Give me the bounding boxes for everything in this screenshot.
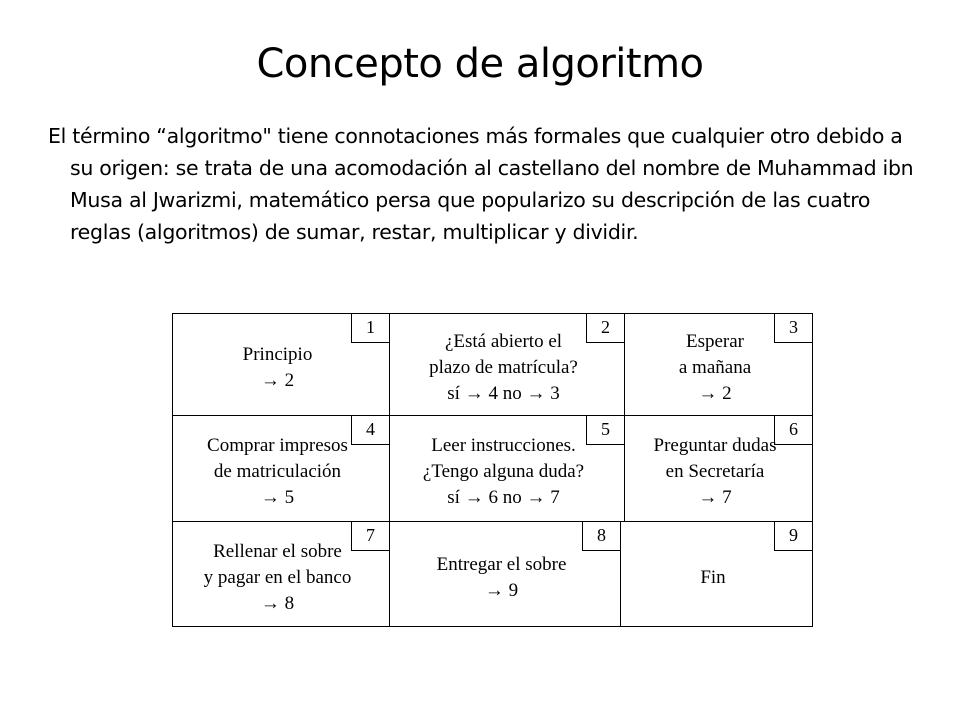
step-line: → 2 <box>698 383 732 404</box>
step-line: Fin <box>700 566 726 588</box>
step-cell-2 <box>389 321 618 415</box>
step-number: 7 <box>351 521 389 551</box>
step-number: 3 <box>774 313 812 343</box>
step-line: ¿Está abierto el <box>444 331 563 352</box>
step-line: Entregar el sobre <box>436 553 567 575</box>
step-line: → 9 <box>484 579 519 601</box>
step-line: sí → 6 no → 7 <box>447 487 560 508</box>
step-line: Rellenar el sobre <box>213 540 342 562</box>
step-number: 5 <box>586 415 624 445</box>
step-line: Principio <box>242 344 313 365</box>
algorithm-steps-grid <box>172 313 813 627</box>
step-line: → 8 <box>260 592 295 614</box>
step-line: plazo de matrícula? <box>429 357 578 378</box>
step-number: 9 <box>774 521 812 551</box>
step-line: sí → 4 no → 3 <box>447 383 560 404</box>
step-number: 6 <box>774 415 812 445</box>
slide-title: Concepto de algoritmo <box>256 41 704 87</box>
step-line: Esperar <box>685 331 745 352</box>
step-line: Preguntar dudas <box>653 435 777 456</box>
step-line: y pagar en el banco <box>203 566 352 588</box>
step-number: 2 <box>586 313 624 343</box>
step-line: Comprar impresos <box>207 435 348 456</box>
step-number: 4 <box>351 415 389 445</box>
step-number: 1 <box>351 313 389 343</box>
body-paragraph: El término “algoritmo" tiene connotaciones más formales que cualquier otro debido a su origen: se trata de una acomodación al castellano del nombre de Muhammad ibn Musa al Jwarizmi, matemático persa que popularizo su descripción de las cuatro reglas (algoritmos) de sumar, restar, multiplicar y dividir. <box>48 124 914 244</box>
step-number: 8 <box>582 521 620 551</box>
step-line: de matriculación <box>213 461 342 482</box>
step-line: ¿Tengo alguna duda? <box>422 461 585 482</box>
step-line: a mañana <box>678 357 752 378</box>
step-line: → 5 <box>260 487 295 508</box>
step-line: en Secretaría <box>665 461 765 482</box>
step-cell-5 <box>389 423 618 521</box>
step-line: Leer instrucciones. <box>431 435 576 456</box>
step-line: → 7 <box>698 487 732 508</box>
step-cell-8 <box>389 529 614 626</box>
step-line: → 2 <box>260 370 295 391</box>
